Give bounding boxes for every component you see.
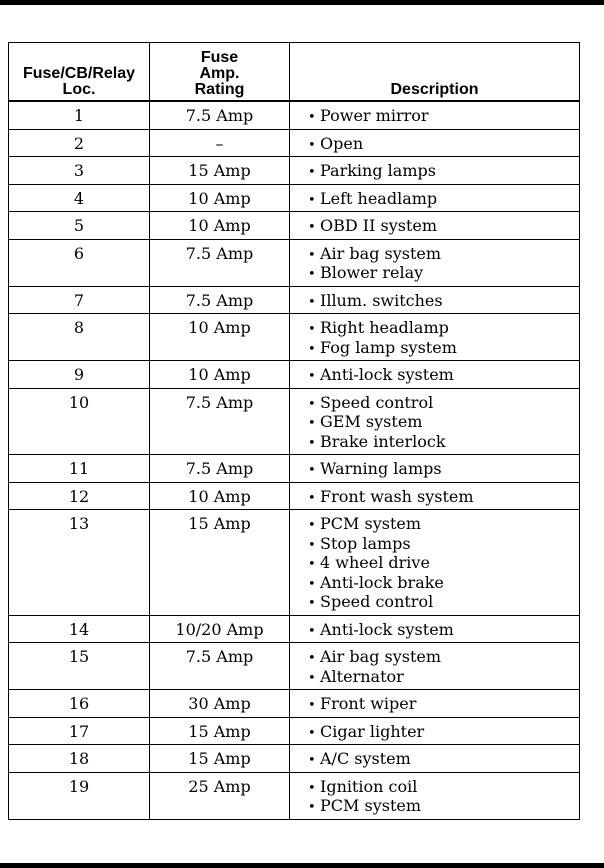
description-item: • Anti-lock brake [308,574,579,594]
fuse-location: 17 [9,717,150,745]
table-row [9,212,580,240]
description-item: • Fog lamp system [308,339,579,359]
fuse-description [290,510,580,616]
table-row [9,388,580,455]
description-item: • Brake interlock [308,433,579,453]
fuse-description [290,745,580,773]
description-item: • PCM system [308,515,579,535]
table-row [9,101,580,129]
description-item: • Warning lamps [308,460,579,480]
fuse-location: 12 [9,482,150,510]
fuse-description [290,717,580,745]
fuse-location: 15 [9,643,150,690]
fuse-description [290,212,580,240]
description-item: • Front wiper [308,695,579,715]
fuse-description [290,361,580,389]
table-row [9,745,580,773]
description-item: • Open [308,135,579,155]
fuse-description [290,690,580,718]
description-item: • OBD II system [308,217,579,237]
bottom-rule [0,863,604,868]
fuse-rating: 15 Amp [150,745,290,773]
fuse-rating: 25 Amp [150,772,290,819]
description-item: • PCM system [308,797,579,817]
fuse-location: 19 [9,772,150,819]
fuse-description [290,643,580,690]
fuse-rating: – [150,129,290,157]
table-row [9,510,580,616]
fuse-location: 9 [9,361,150,389]
description-item: • Right headlamp [308,319,579,339]
description-item: • Power mirror [308,107,579,127]
fuse-location: 1 [9,101,150,129]
fuse-rating: 10 Amp [150,212,290,240]
description-item: • Air bag system [308,245,579,265]
header-location-line: Loc. [62,81,96,98]
header-location [9,43,150,102]
table-row [9,184,580,212]
description-item: • Front wash system [308,488,579,508]
fuse-location: 11 [9,455,150,483]
fuse-rating: 15 Amp [150,510,290,616]
description-item: • Speed control [308,394,579,414]
fuse-description [290,615,580,643]
description-item: • Illum. switches [308,292,579,312]
fuse-rating: 7.5 Amp [150,101,290,129]
table-row [9,482,580,510]
fuse-rating: 30 Amp [150,690,290,718]
table-row [9,455,580,483]
description-item: • Speed control [308,593,579,613]
table-row [9,717,580,745]
fuse-description [290,157,580,185]
description-item: • Ignition coil [308,778,579,798]
fuse-description [290,286,580,314]
fuse-location: 13 [9,510,150,616]
header-rating [150,43,290,102]
fuse-location: 5 [9,212,150,240]
fuse-description [290,455,580,483]
description-item: • Left headlamp [308,190,579,210]
table-row [9,129,580,157]
fuse-rating: 10 Amp [150,361,290,389]
description-item: • Stop lamps [308,535,579,555]
fuse-rating: 10 Amp [150,482,290,510]
fuse-location: 14 [9,615,150,643]
table-row [9,239,580,286]
description-item: • 4 wheel drive [308,554,579,574]
fuse-location: 10 [9,388,150,455]
top-rule [0,0,604,5]
fuse-description [290,129,580,157]
table-row [9,361,580,389]
fuse-rating: 7.5 Amp [150,239,290,286]
description-item: • Anti-lock system [308,621,579,641]
fuse-description [290,314,580,361]
header-description-line: Description [390,81,479,98]
header-rating-line: Rating [194,81,245,98]
fuse-location: 3 [9,157,150,185]
fuse-rating: 7.5 Amp [150,643,290,690]
fuse-description [290,388,580,455]
header-row [9,43,580,102]
fuse-description [290,101,580,129]
header-description [290,43,580,102]
description-item: • Air bag system [308,648,579,668]
table-row [9,690,580,718]
table-row [9,157,580,185]
description-item: • Parking lamps [308,162,579,182]
table-row [9,286,580,314]
fuse-description [290,239,580,286]
table-row [9,615,580,643]
description-item: • GEM system [308,413,579,433]
fuse-location: 18 [9,745,150,773]
fuse-rating: 10 Amp [150,184,290,212]
description-item: • Anti-lock system [308,366,579,386]
fuse-rows [9,101,580,819]
fuse-table [8,42,580,820]
description-item: • Alternator [308,668,579,688]
fuse-rating: 10/20 Amp [150,615,290,643]
fuse-location: 16 [9,690,150,718]
description-item: • A/C system [308,750,579,770]
header-rating-line: Fuse [200,49,239,66]
fuse-rating: 15 Amp [150,157,290,185]
description-item: • Cigar lighter [308,723,579,743]
fuse-location: 2 [9,129,150,157]
fuse-location: 8 [9,314,150,361]
fuse-rating: 7.5 Amp [150,286,290,314]
description-item: • Blower relay [308,264,579,284]
fuse-rating: 7.5 Amp [150,455,290,483]
fuse-rating: 7.5 Amp [150,388,290,455]
fuse-location: 7 [9,286,150,314]
header-location-line: Fuse/CB/Relay [22,65,136,82]
fuse-description [290,184,580,212]
fuse-rating: 15 Amp [150,717,290,745]
table-row [9,772,580,819]
fuse-description [290,482,580,510]
table-row [9,314,580,361]
table-row [9,643,580,690]
fuse-rating: 10 Amp [150,314,290,361]
fuse-location: 6 [9,239,150,286]
fuse-description [290,772,580,819]
header-rating-line: Amp. [199,65,240,82]
fuse-location: 4 [9,184,150,212]
